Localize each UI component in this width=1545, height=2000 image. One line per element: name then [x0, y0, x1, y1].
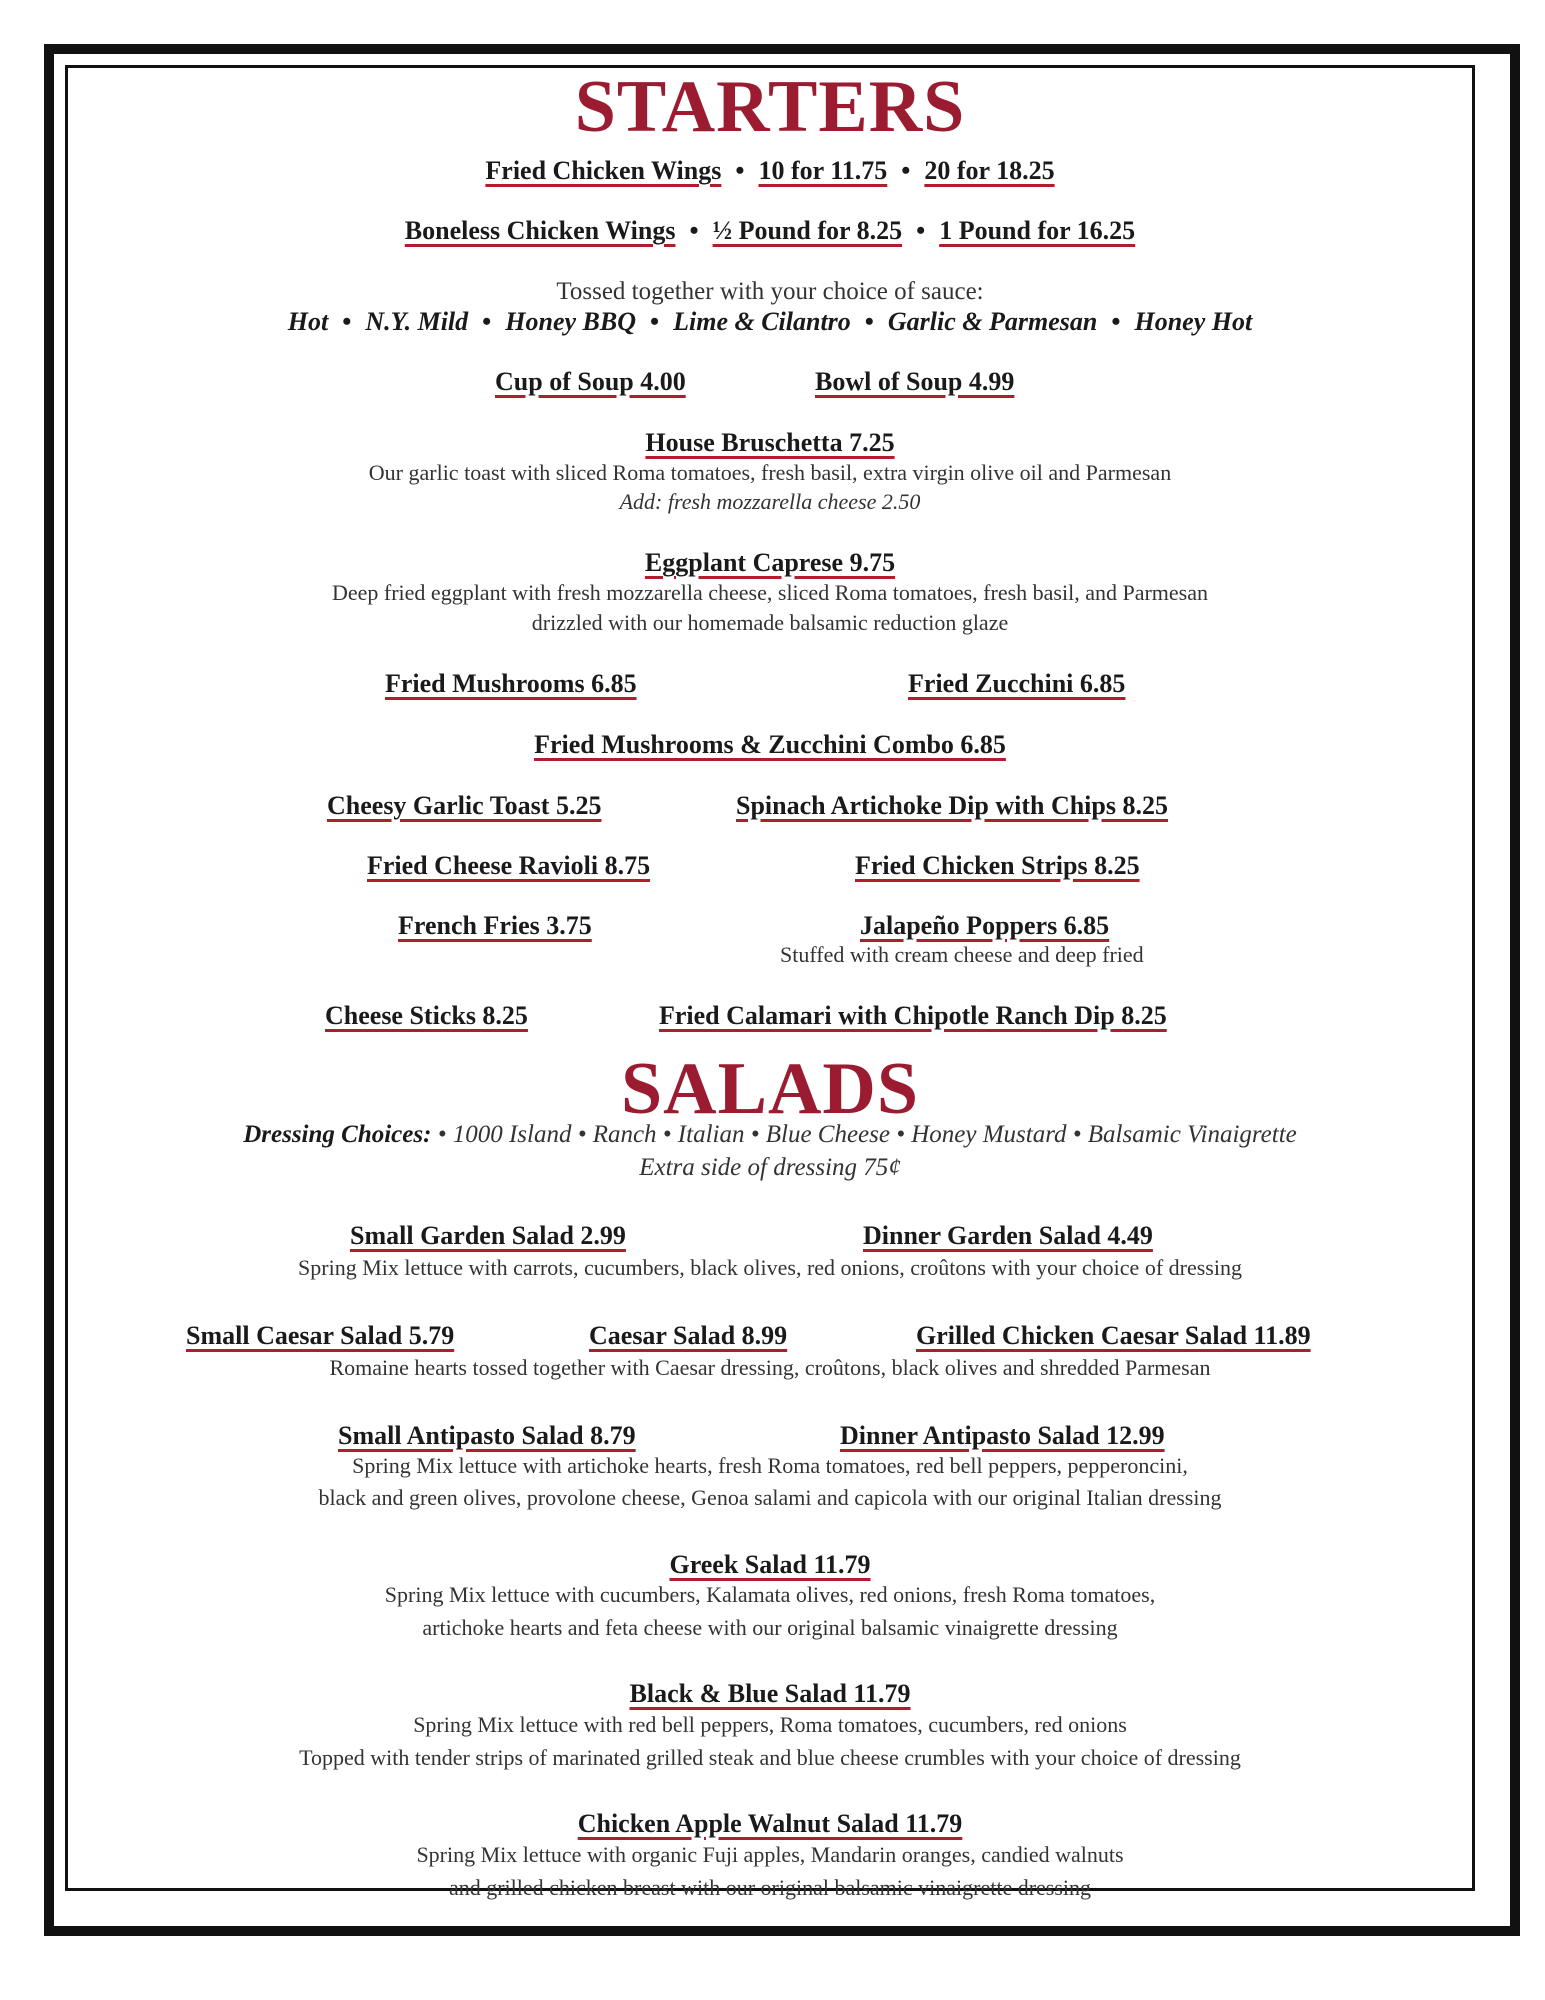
extra-dressing: Extra side of dressing 75¢ [639, 1154, 901, 1181]
sauce-honey-hot: Honey Hot [1134, 307, 1253, 336]
bullet-icon: • [916, 216, 926, 245]
sauce-lime-cilantro: Lime & Cilantro [673, 307, 851, 336]
apple-walnut-desc-1: Spring Mix lettuce with organic Fuji apples, Mandarin oranges, candied walnuts [416, 1842, 1124, 1867]
bruschetta-desc: Our garlic toast with sliced Roma tomatoes, fresh basil, extra virgin olive oil and Parmesan [368, 460, 1172, 485]
greek-desc-1: Spring Mix lettuce with cucumbers, Kalamata olives, red onions, fresh Roma tomatoes, [384, 1582, 1156, 1607]
mushroom-zucchini-combo: Fried Mushrooms & Zucchini Combo 6.85 [534, 730, 1006, 759]
small-antipasto-salad: Small Antipasto Salad 8.79 [338, 1421, 636, 1450]
bullet-icon: • [1111, 307, 1121, 336]
dinner-garden-salad: Dinner Garden Salad 4.49 [863, 1221, 1153, 1250]
caesar-salad: Caesar Salad 8.99 [589, 1321, 788, 1350]
boneless-option-pound: 1 Pound for 16.25 [939, 216, 1136, 245]
sauce-honey-bbq: Honey BBQ [505, 307, 636, 336]
black-blue-desc-2: Topped with tender strips of marinated grilled steak and blue cheese crumbles with your choice of dressing [299, 1745, 1241, 1770]
boneless-name: Boneless Chicken Wings [404, 216, 676, 245]
fried-chicken-strips: Fried Chicken Strips 8.25 [855, 851, 1140, 880]
bruschetta-addon: Add: fresh mozzarella cheese 2.50 [619, 489, 921, 514]
wings-row [65, 155, 1475, 186]
bullet-icon: • [650, 307, 660, 336]
bullet-icon: • [735, 156, 745, 185]
chicken-apple-walnut-salad: Chicken Apple Walnut Salad 11.79 [577, 1809, 963, 1838]
small-garden-salad: Small Garden Salad 2.99 [350, 1221, 626, 1250]
caesar-desc: Romaine hearts tossed together with Caesar dressing, croûtons, black olives and shredded Parmesan [329, 1355, 1211, 1380]
fried-calamari: Fried Calamari with Chipotle Ranch Dip 8.25 [659, 1001, 1167, 1030]
small-caesar-salad: Small Caesar Salad 5.79 [186, 1321, 455, 1350]
greek-salad: Greek Salad 11.79 [669, 1550, 871, 1579]
french-fries: French Fries 3.75 [398, 911, 592, 940]
sauce-list [65, 306, 1475, 337]
salads-heading: SALADS [621, 1048, 919, 1130]
spinach-artichoke-dip: Spinach Artichoke Dip with Chips 8.25 [736, 791, 1168, 820]
bullet-icon: • [901, 156, 911, 185]
fried-cheese-ravioli: Fried Cheese Ravioli 8.75 [367, 851, 651, 880]
apple-walnut-desc-2: and grilled chicken breast with our original balsamic vinaigrette dressing [448, 1875, 1092, 1900]
garden-desc: Spring Mix lettuce with carrots, cucumbers, black olives, red onions, croûtons with your choice of dressing [298, 1255, 1242, 1280]
caprese-desc-1: Deep fried eggplant with fresh mozzarella cheese, sliced Roma tomatoes, fresh basil, and Parmesan [331, 580, 1208, 605]
dinner-antipasto-salad: Dinner Antipasto Salad 12.99 [840, 1421, 1165, 1450]
bullet-icon: • [342, 307, 352, 336]
jalapeno-poppers: Jalapeño Poppers 6.85 [860, 911, 1110, 940]
wings-option-20: 20 for 18.25 [924, 156, 1055, 185]
bruschetta-name: House Bruschetta 7.25 [645, 428, 895, 457]
sauce-ny-mild: N.Y. Mild [365, 307, 469, 336]
fried-zucchini: Fried Zucchini 6.85 [908, 669, 1126, 698]
dressing-list: • 1000 Island • Ranch • Italian • Blue Cheese • Honey Mustard • Balsamic Vinaigrette [431, 1121, 1297, 1148]
caprese-desc-2: drizzled with our homemade balsamic reduction glaze [531, 610, 1009, 635]
jalapeno-desc: Stuffed with cream cheese and deep fried [780, 942, 1144, 967]
antipasto-desc-2: black and green olives, provolone cheese, Genoa salami and capicola with our original Italian dressing [318, 1485, 1222, 1510]
black-blue-desc-1: Spring Mix lettuce with red bell peppers, Roma tomatoes, cucumbers, red onions [413, 1712, 1127, 1737]
wings-name: Fried Chicken Wings [485, 156, 722, 185]
sauce-hot: Hot [287, 307, 329, 336]
greek-desc-2: artichoke hearts and feta cheese with our original balsamic vinaigrette dressing [422, 1615, 1118, 1640]
grilled-chicken-caesar-salad: Grilled Chicken Caesar Salad 11.89 [916, 1321, 1311, 1350]
cup-of-soup: Cup of Soup 4.00 [495, 367, 686, 396]
black-blue-salad: Black & Blue Salad 11.79 [629, 1679, 911, 1708]
starters-heading: STARTERS [574, 66, 966, 148]
dressing-choices [65, 1120, 1475, 1150]
bullet-icon: • [689, 216, 699, 245]
boneless-option-half: ½ Pound for 8.25 [712, 216, 903, 245]
bowl-of-soup: Bowl of Soup 4.99 [815, 367, 1015, 396]
sauce-intro: Tossed together with your choice of sauce: [556, 278, 984, 305]
boneless-row [65, 215, 1475, 246]
sauce-garlic-parmesan: Garlic & Parmesan [887, 307, 1098, 336]
wings-option-10: 10 for 11.75 [758, 156, 888, 185]
bullet-icon: • [864, 307, 874, 336]
dressing-label: Dressing Choices: [243, 1121, 432, 1148]
antipasto-desc-1: Spring Mix lettuce with artichoke hearts, fresh Roma tomatoes, red bell peppers, pepperoncini, [352, 1453, 1188, 1478]
cheesy-garlic-toast: Cheesy Garlic Toast 5.25 [327, 791, 602, 820]
caprese-name: Eggplant Caprese 9.75 [644, 548, 896, 577]
fried-mushrooms: Fried Mushrooms 6.85 [385, 669, 637, 698]
bullet-icon: • [482, 307, 492, 336]
cheese-sticks: Cheese Sticks 8.25 [325, 1001, 528, 1030]
